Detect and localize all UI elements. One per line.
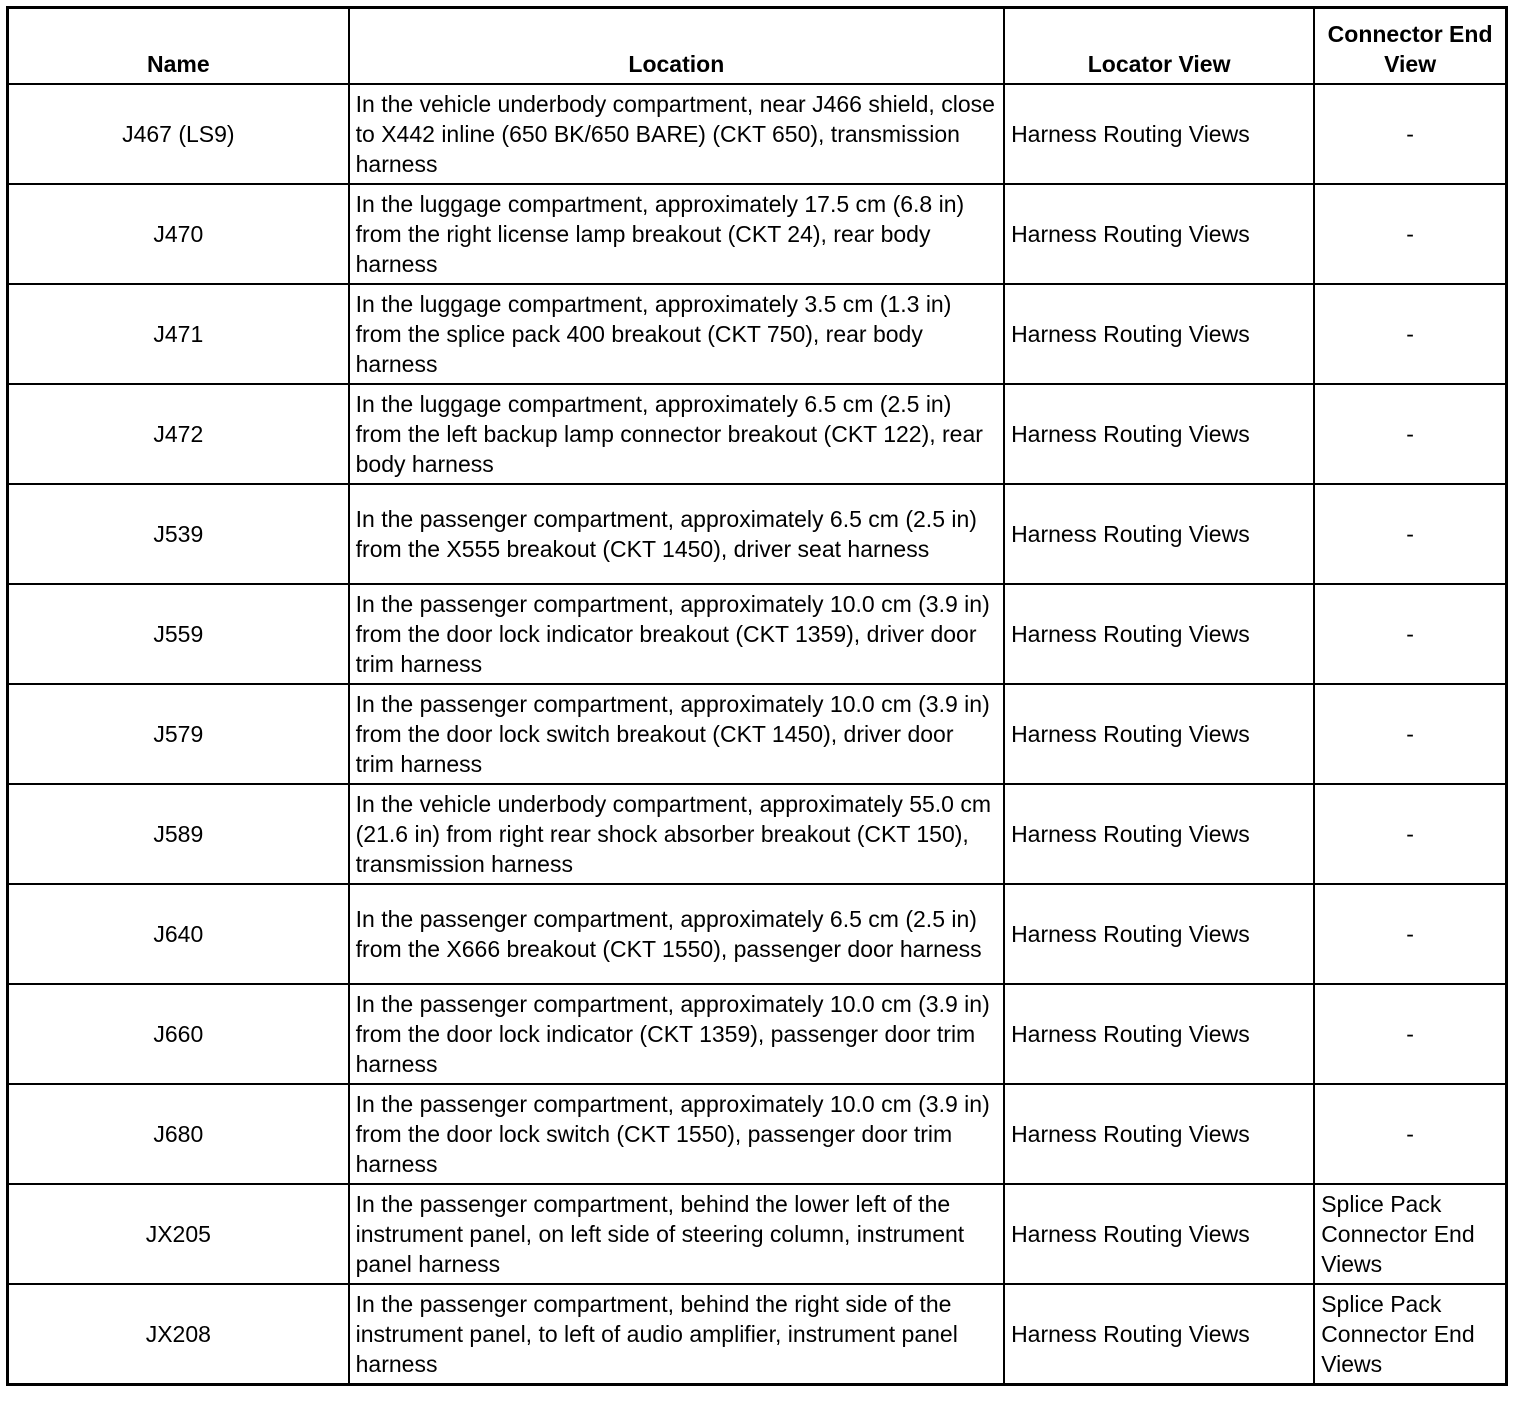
splice-name-cell: JX208 bbox=[8, 1284, 349, 1385]
table-row bbox=[8, 1284, 1507, 1385]
locator-view-cell: Harness Routing Views bbox=[1004, 284, 1314, 384]
location-cell: In the luggage compartment, approximately 17.5 cm (6.8 in) from the right license lamp breakout (CKT 24), rear body harness bbox=[349, 184, 1004, 284]
table-row bbox=[8, 184, 1507, 284]
locator-view-cell: Harness Routing Views bbox=[1004, 84, 1314, 184]
connector-end-view-cell: Splice Pack Connector End Views bbox=[1314, 1184, 1506, 1284]
location-cell: In the vehicle underbody compartment, approximately 55.0 cm (21.6 in) from right rear shock absorber breakout (CKT 150), transmission harness bbox=[349, 784, 1004, 884]
splice-name-cell: JX205 bbox=[8, 1184, 349, 1284]
splice-location-table bbox=[6, 6, 1508, 1386]
location-cell: In the luggage compartment, approximately 6.5 cm (2.5 in) from the left backup lamp connector breakout (CKT 122), rear body harness bbox=[349, 384, 1004, 484]
locator-view-cell: Harness Routing Views bbox=[1004, 784, 1314, 884]
locator-view-cell: Harness Routing Views bbox=[1004, 484, 1314, 584]
table-row bbox=[8, 1184, 1507, 1284]
table-row bbox=[8, 584, 1507, 684]
table-row bbox=[8, 784, 1507, 884]
header-connector-end-view: Connector End View bbox=[1314, 8, 1506, 85]
location-cell: In the passenger compartment, approximately 6.5 cm (2.5 in) from the X666 breakout (CKT 1550), passenger door harness bbox=[349, 884, 1004, 984]
splice-name-cell: J579 bbox=[8, 684, 349, 784]
splice-name-cell: J640 bbox=[8, 884, 349, 984]
location-cell: In the passenger compartment, approximately 10.0 cm (3.9 in) from the door lock indicator (CKT 1359), passenger door trim harness bbox=[349, 984, 1004, 1084]
table-row bbox=[8, 484, 1507, 584]
connector-end-view-cell: - bbox=[1314, 984, 1506, 1084]
location-cell: In the passenger compartment, approximately 10.0 cm (3.9 in) from the door lock indicator breakout (CKT 1359), driver door trim harness bbox=[349, 584, 1004, 684]
splice-name-cell: J559 bbox=[8, 584, 349, 684]
locator-view-cell: Harness Routing Views bbox=[1004, 184, 1314, 284]
splice-name-cell: J680 bbox=[8, 1084, 349, 1184]
connector-end-view-cell: - bbox=[1314, 484, 1506, 584]
location-cell: In the passenger compartment, behind the lower left of the instrument panel, on left side of steering column, instrument panel harness bbox=[349, 1184, 1004, 1284]
connector-end-view-cell: - bbox=[1314, 284, 1506, 384]
splice-name-cell: J472 bbox=[8, 384, 349, 484]
connector-end-view-cell: - bbox=[1314, 784, 1506, 884]
splice-name-cell: J660 bbox=[8, 984, 349, 1084]
splice-name-cell: J539 bbox=[8, 484, 349, 584]
location-cell: In the luggage compartment, approximately 3.5 cm (1.3 in) from the splice pack 400 breakout (CKT 750), rear body harness bbox=[349, 284, 1004, 384]
connector-end-view-cell: - bbox=[1314, 684, 1506, 784]
splice-name-cell: J467 (LS9) bbox=[8, 84, 349, 184]
header-name: Name bbox=[8, 8, 349, 85]
location-cell: In the passenger compartment, approximately 6.5 cm (2.5 in) from the X555 breakout (CKT 1450), driver seat harness bbox=[349, 484, 1004, 584]
locator-view-cell: Harness Routing Views bbox=[1004, 1084, 1314, 1184]
location-cell: In the vehicle underbody compartment, near J466 shield, close to X442 inline (650 BK/650 BARE) (CKT 650), transmission harness bbox=[349, 84, 1004, 184]
table-row bbox=[8, 884, 1507, 984]
locator-view-cell: Harness Routing Views bbox=[1004, 684, 1314, 784]
locator-view-cell: Harness Routing Views bbox=[1004, 984, 1314, 1084]
locator-view-cell: Harness Routing Views bbox=[1004, 584, 1314, 684]
table-header bbox=[8, 8, 1507, 85]
location-cell: In the passenger compartment, approximately 10.0 cm (3.9 in) from the door lock switch (CKT 1550), passenger door trim harness bbox=[349, 1084, 1004, 1184]
connector-end-view-cell: - bbox=[1314, 584, 1506, 684]
connector-end-view-cell: - bbox=[1314, 384, 1506, 484]
locator-view-cell: Harness Routing Views bbox=[1004, 1184, 1314, 1284]
header-location: Location bbox=[349, 8, 1004, 85]
location-cell: In the passenger compartment, behind the right side of the instrument panel, to left of audio amplifier, instrument panel harness bbox=[349, 1284, 1004, 1385]
header-row bbox=[8, 8, 1507, 85]
locator-view-cell: Harness Routing Views bbox=[1004, 884, 1314, 984]
table-row bbox=[8, 1084, 1507, 1184]
table-row bbox=[8, 84, 1507, 184]
splice-name-cell: J471 bbox=[8, 284, 349, 384]
connector-end-view-cell: - bbox=[1314, 84, 1506, 184]
splice-name-cell: J470 bbox=[8, 184, 349, 284]
connector-end-view-cell: Splice Pack Connector End Views bbox=[1314, 1284, 1506, 1385]
table-row bbox=[8, 984, 1507, 1084]
table-row bbox=[8, 284, 1507, 384]
table-row bbox=[8, 684, 1507, 784]
locator-view-cell: Harness Routing Views bbox=[1004, 384, 1314, 484]
table-row bbox=[8, 384, 1507, 484]
connector-end-view-cell: - bbox=[1314, 184, 1506, 284]
locator-view-cell: Harness Routing Views bbox=[1004, 1284, 1314, 1385]
header-locator-view: Locator View bbox=[1004, 8, 1314, 85]
location-cell: In the passenger compartment, approximately 10.0 cm (3.9 in) from the door lock switch breakout (CKT 1450), driver door trim harness bbox=[349, 684, 1004, 784]
connector-end-view-cell: - bbox=[1314, 884, 1506, 984]
connector-end-view-cell: - bbox=[1314, 1084, 1506, 1184]
table-body bbox=[8, 84, 1507, 1385]
splice-name-cell: J589 bbox=[8, 784, 349, 884]
